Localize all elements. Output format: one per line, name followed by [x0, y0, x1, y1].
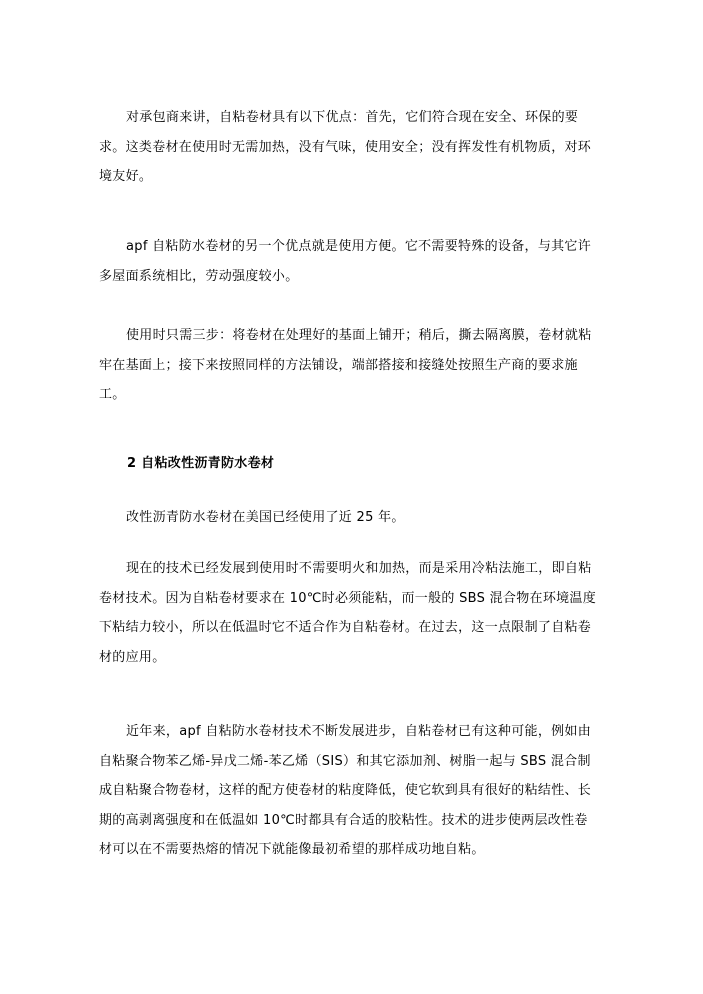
- paragraph-convenience: apf 自粘防水卷材的另一个优点就是使用方便。它不需要特殊的设备，与其它许多屋面系统相比，劳动强度较小。: [99, 239, 592, 284]
- paragraph-recent-progress: 近年来，apf 自粘防水卷材技术不断发展进步，自粘卷材已有这种可能，例如由自粘聚合物苯乙烯-异戊二烯-苯乙烯（SIS）和其它添加剂、树脂一起与 SBS 混合制成自粘聚合物卷材，这样的配方使卷材的粘度降低，使它软到具有很好的粘结性、长期的高剥离强度和在低温如 10℃时都具有合适的胶粘性。技术的进步使两层改性卷材可以在不需要热熔的情况下就能像最初希望的那样成功地自粘。: [99, 724, 592, 857]
- paragraph-three-steps: 使用时只需三步：将卷材在处理好的基面上铺开；稍后，撕去隔离膜，卷材就粘牢在基面上；接下来按照同样的方法铺设，端部搭接和接缝处按照生产商的要求施工。: [99, 328, 592, 402]
- paragraph-advantages: 对承包商来讲，自粘卷材具有以下优点：首先，它们符合现在安全、环保的要求。这类卷材在使用时无需加热，没有气味，使用安全；没有挥发性有机物质，对环境友好。: [99, 110, 592, 184]
- paragraph-cold-adhesion: 现在的技术已经发展到使用时不需要明火和加热，而是采用冷粘法施工，即自粘卷材技术。因为自粘卷材要求在 10℃时必须能粘，而一般的 SBS 混合物在环境温度下粘结力较小，所以在低温时它不适合作为自粘卷材。在过去，这一点限制了自粘卷材的应用。: [99, 561, 597, 665]
- section-heading: 2 自粘改性沥青防水卷材: [127, 456, 275, 471]
- paragraph-history: 改性沥青防水卷材在美国已经使用了近 25 年。: [126, 510, 405, 525]
